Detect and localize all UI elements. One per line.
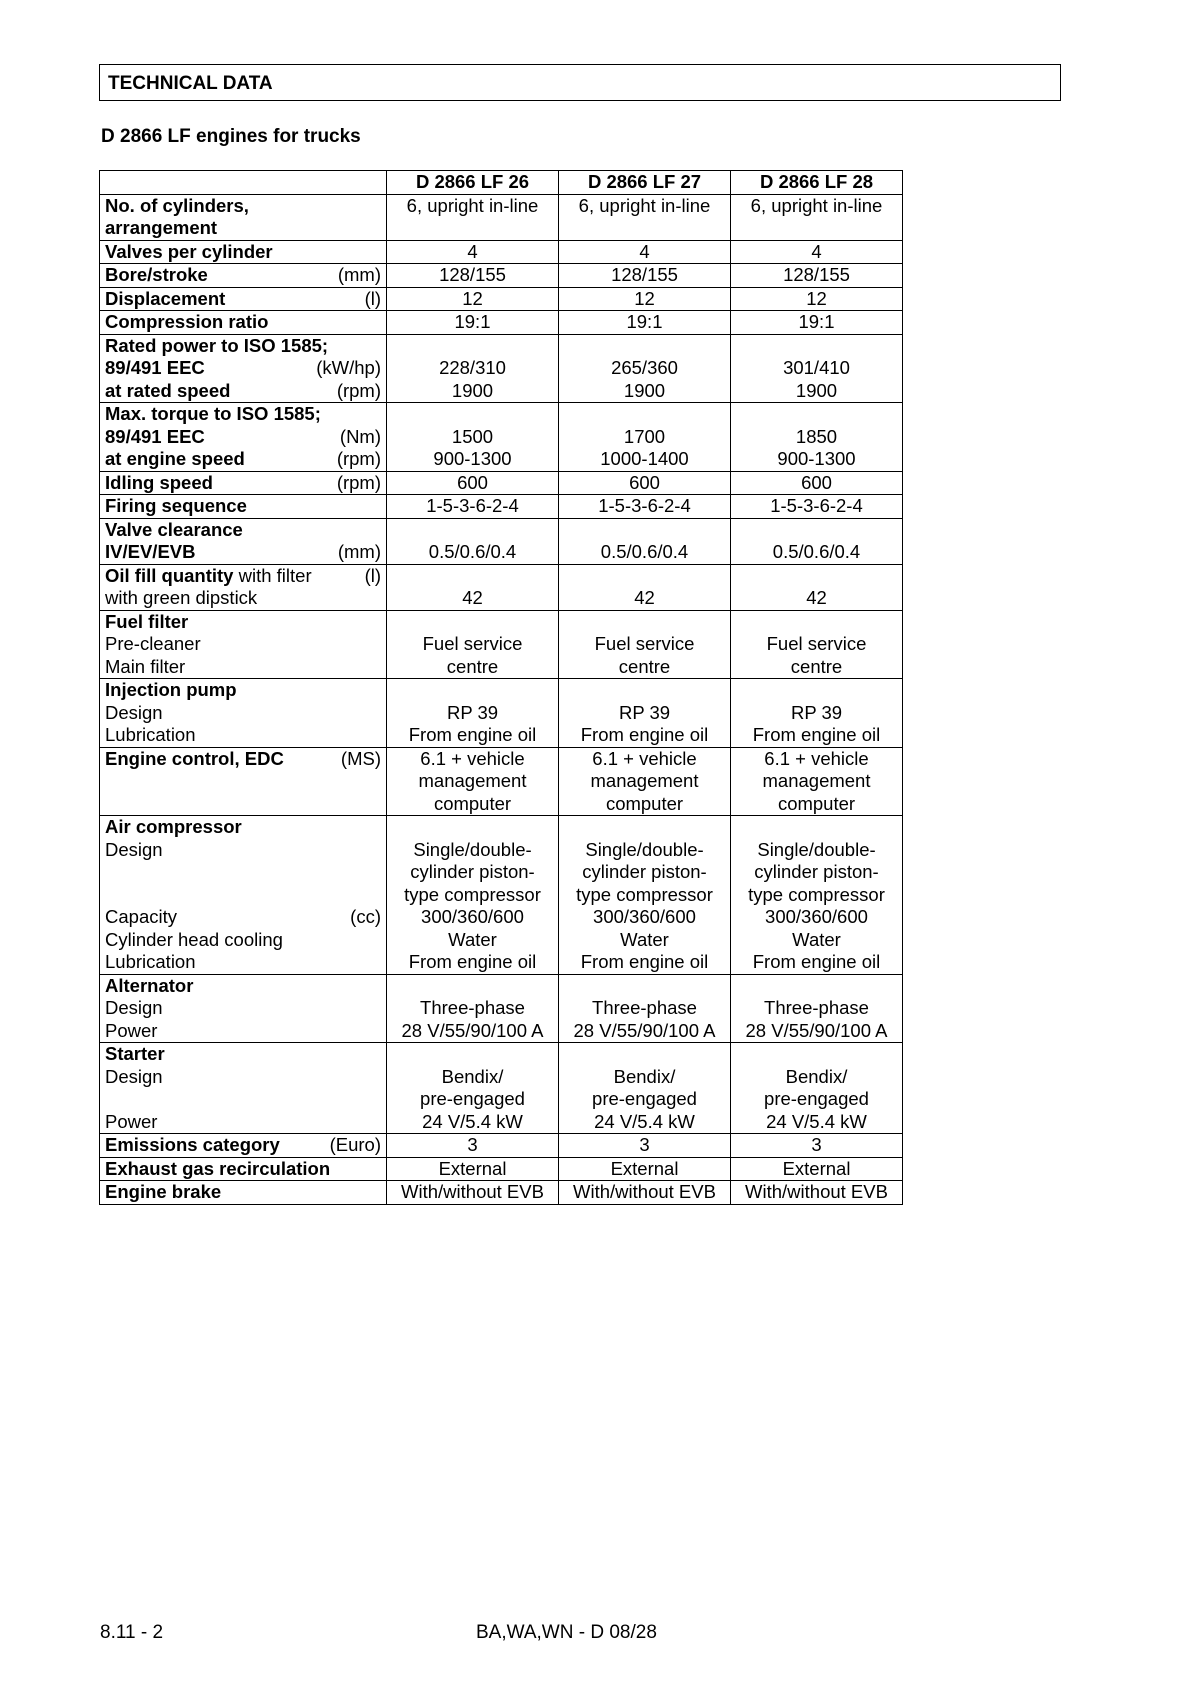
parameter-label: Displacement xyxy=(105,287,226,309)
value-line: computer xyxy=(777,792,856,814)
unit-label: (Nm) xyxy=(339,425,381,447)
value-line: centre xyxy=(446,655,499,677)
value-line xyxy=(389,519,556,542)
value-line: 600 xyxy=(457,471,488,493)
value-line xyxy=(733,1043,900,1066)
value-line xyxy=(389,975,556,998)
value-line xyxy=(561,816,728,839)
value-line: From engine oil xyxy=(752,724,881,745)
parameter-sublabel: Power xyxy=(105,1019,158,1041)
value-cell xyxy=(731,679,903,748)
parameter-label: Exhaust gas recirculation xyxy=(105,1157,331,1179)
value-line: 6, upright in-line xyxy=(578,194,711,216)
parameter-cell xyxy=(100,1181,387,1205)
value-cell xyxy=(731,471,903,495)
table-row xyxy=(100,816,903,975)
table-row xyxy=(100,1134,903,1158)
parameter-label: Valve clearance xyxy=(105,518,243,540)
value-cell xyxy=(731,287,903,311)
value-cell xyxy=(731,1043,903,1134)
table-row xyxy=(100,1043,903,1134)
table-row xyxy=(100,264,903,288)
parameter-label: No. of cylinders, xyxy=(105,194,249,216)
value-line: 900-1300 xyxy=(777,448,856,469)
value-cell xyxy=(731,495,903,519)
value-cell xyxy=(559,816,731,975)
value-line: 1900 xyxy=(795,379,838,401)
parameter-label: Valves per cylinder xyxy=(105,240,273,262)
parameter-label: Rated power to ISO 1585; xyxy=(105,334,329,356)
parameter-cell xyxy=(100,1134,387,1158)
value-line: Bendix/ xyxy=(785,1065,848,1087)
value-line: 6, upright in-line xyxy=(406,194,539,216)
value-line xyxy=(733,975,900,998)
value-line: Single/double- xyxy=(757,838,876,860)
value-cell xyxy=(387,816,559,975)
parameter-cell xyxy=(100,1157,387,1181)
value-line: 24 V/5.4 kW xyxy=(594,1110,695,1132)
table-row xyxy=(100,311,903,335)
value-line: From engine oil xyxy=(580,951,709,972)
value-line: 3 xyxy=(639,1134,650,1155)
value-line: With/without EVB xyxy=(745,1181,888,1202)
value-cell xyxy=(387,1181,559,1205)
parameter-cell xyxy=(100,816,387,975)
technical-data-table xyxy=(99,170,903,1205)
value-line: 0.5/0.6/0.4 xyxy=(600,541,689,562)
value-cell xyxy=(731,194,903,240)
value-line xyxy=(561,403,728,426)
value-line xyxy=(733,217,900,240)
value-line: From engine oil xyxy=(580,724,709,745)
value-cell xyxy=(387,194,559,240)
unit-label: (rpm) xyxy=(336,471,381,493)
value-line: Three-phase xyxy=(764,997,869,1018)
value-line: Three-phase xyxy=(420,997,525,1018)
value-cell xyxy=(387,264,559,288)
value-line: 28 V/55/90/100 A xyxy=(573,1019,716,1041)
value-cell xyxy=(731,240,903,264)
unit-label: (rpm) xyxy=(336,379,381,401)
value-cell xyxy=(559,518,731,564)
value-line: 0.5/0.6/0.4 xyxy=(428,541,517,562)
value-line xyxy=(733,335,900,358)
value-line: 19:1 xyxy=(626,311,663,332)
column-header: D 2866 LF 26 xyxy=(387,171,559,195)
value-line: centre xyxy=(618,655,671,677)
value-cell xyxy=(731,747,903,816)
parameter-cell xyxy=(100,240,387,264)
table-row xyxy=(100,495,903,519)
value-line: computer xyxy=(433,792,512,814)
value-line: pre-engaged xyxy=(764,1088,869,1109)
unit-label: (cc) xyxy=(350,906,381,927)
header-empty-cell xyxy=(100,171,387,195)
value-cell xyxy=(559,610,731,679)
parameter-sublabel: with filter xyxy=(233,564,312,586)
parameter-cell xyxy=(100,311,387,335)
value-line: 300/360/600 xyxy=(421,906,524,927)
value-line: 1500 xyxy=(451,425,494,447)
parameter-cell xyxy=(100,679,387,748)
value-line: 28 V/55/90/100 A xyxy=(401,1019,544,1041)
parameter-label: at engine speed xyxy=(105,448,245,469)
value-line: RP 39 xyxy=(790,701,843,723)
table-row xyxy=(100,518,903,564)
value-line xyxy=(733,816,900,839)
value-line xyxy=(561,217,728,240)
value-line: 19:1 xyxy=(454,311,491,332)
value-cell xyxy=(559,334,731,403)
parameter-label: Alternator xyxy=(105,974,194,996)
value-cell xyxy=(387,974,559,1043)
value-cell xyxy=(731,564,903,610)
table-row xyxy=(100,1157,903,1181)
value-cell xyxy=(731,1181,903,1205)
unit-label: (Euro) xyxy=(329,1134,381,1155)
parameter-sublabel: Design xyxy=(105,997,163,1018)
value-line: RP 39 xyxy=(618,701,671,723)
value-line xyxy=(389,335,556,358)
value-cell xyxy=(559,1181,731,1205)
value-line xyxy=(389,217,556,240)
unit-label: (mm) xyxy=(337,264,381,285)
value-line: 1700 xyxy=(623,425,666,447)
parameter-label: Bore/stroke xyxy=(105,264,208,285)
parameter-label: Engine control, EDC xyxy=(105,747,284,769)
parameter-label: Oil fill quantity xyxy=(105,564,234,586)
table-row xyxy=(100,194,903,240)
value-line: type compressor xyxy=(748,883,885,905)
parameter-label: Starter xyxy=(105,1043,165,1064)
value-line: 1-5-3-6-2-4 xyxy=(426,495,519,516)
value-line: Bendix/ xyxy=(613,1065,676,1087)
value-cell xyxy=(387,564,559,610)
value-line: Single/double- xyxy=(585,838,704,860)
value-cell xyxy=(731,974,903,1043)
value-cell xyxy=(731,264,903,288)
value-line: computer xyxy=(605,792,684,814)
value-line: 24 V/5.4 kW xyxy=(422,1110,523,1132)
value-line: 6, upright in-line xyxy=(750,194,883,216)
value-cell xyxy=(559,1043,731,1134)
value-line: 228/310 xyxy=(439,357,506,378)
value-cell xyxy=(387,1157,559,1181)
value-line xyxy=(733,403,900,426)
parameter-sublabel: Lubrication xyxy=(105,724,196,745)
parameter-sublabel: Capacity xyxy=(105,906,177,927)
value-cell xyxy=(559,471,731,495)
parameter-label: Emissions category xyxy=(105,1134,280,1155)
value-line: 3 xyxy=(467,1134,478,1155)
value-line xyxy=(561,975,728,998)
value-line: cylinder piston- xyxy=(582,861,707,882)
value-line: 1-5-3-6-2-4 xyxy=(770,495,863,516)
value-cell xyxy=(559,264,731,288)
value-line: pre-engaged xyxy=(420,1088,525,1109)
value-cell xyxy=(731,816,903,975)
parameter-cell xyxy=(100,471,387,495)
value-line: Water xyxy=(792,928,841,950)
parameter-label: 89/491 EEC xyxy=(105,357,205,378)
table-row xyxy=(100,403,903,472)
value-line xyxy=(561,679,728,702)
parameter-label: Max. torque to ISO 1585; xyxy=(105,403,321,424)
parameter-sublabel: Design xyxy=(105,701,163,723)
value-line: External xyxy=(438,1157,507,1179)
value-cell xyxy=(559,311,731,335)
parameter-sublabel: Design xyxy=(105,1065,163,1087)
value-line: 19:1 xyxy=(798,311,835,332)
value-line: 300/360/600 xyxy=(593,906,696,927)
value-cell xyxy=(387,240,559,264)
value-cell xyxy=(559,1134,731,1158)
value-cell xyxy=(387,1134,559,1158)
parameter-sublabel: Main filter xyxy=(105,655,186,677)
value-line: 6.1 + vehicle xyxy=(764,747,869,769)
value-cell xyxy=(731,311,903,335)
value-cell xyxy=(559,747,731,816)
value-line: 600 xyxy=(629,471,660,493)
value-line: External xyxy=(782,1157,851,1179)
value-line: 900-1300 xyxy=(433,448,512,469)
value-line xyxy=(389,403,556,426)
value-line: 1000-1400 xyxy=(600,448,689,469)
value-line: 0.5/0.6/0.4 xyxy=(772,541,861,562)
unit-label: (MS) xyxy=(340,747,381,769)
parameter-cell xyxy=(100,334,387,403)
page-number: 8.11 - 2 xyxy=(100,1622,164,1643)
value-line: 4 xyxy=(467,240,478,262)
value-line: 42 xyxy=(806,587,827,608)
unit-label: (rpm) xyxy=(336,448,381,469)
parameter-label: Engine brake xyxy=(105,1181,222,1202)
parameter-cell xyxy=(100,564,387,610)
value-line: From engine oil xyxy=(408,724,537,745)
parameter-label: Fuel filter xyxy=(105,610,189,632)
value-line xyxy=(389,565,556,588)
value-cell xyxy=(559,495,731,519)
value-cell xyxy=(559,403,731,472)
value-line: Fuel service xyxy=(766,633,867,654)
parameter-cell xyxy=(100,403,387,472)
value-line xyxy=(561,1043,728,1066)
parameter-cell xyxy=(100,747,387,816)
table-row xyxy=(100,610,903,679)
value-line: Three-phase xyxy=(592,997,697,1018)
value-cell xyxy=(387,334,559,403)
table-row xyxy=(100,974,903,1043)
column-header: D 2866 LF 27 xyxy=(559,171,731,195)
value-line: cylinder piston- xyxy=(754,861,879,882)
value-line xyxy=(733,611,900,634)
table-row xyxy=(100,1181,903,1205)
table-row xyxy=(100,287,903,311)
parameter-cell xyxy=(100,287,387,311)
value-line: RP 39 xyxy=(446,701,499,723)
value-line: 12 xyxy=(634,287,655,309)
parameter-sublabel: with green dipstick xyxy=(105,587,258,608)
value-line: management xyxy=(418,770,527,791)
value-line: 6.1 + vehicle xyxy=(420,747,525,769)
parameter-label: Firing sequence xyxy=(105,495,247,516)
value-line xyxy=(561,611,728,634)
parameter-sublabel: Design xyxy=(105,838,163,860)
value-cell xyxy=(731,610,903,679)
value-line: 24 V/5.4 kW xyxy=(766,1110,867,1132)
parameter-sublabel: Cylinder head cooling xyxy=(105,928,283,950)
value-cell xyxy=(559,974,731,1043)
value-line: 6.1 + vehicle xyxy=(592,747,697,769)
table-row xyxy=(100,679,903,748)
table-header-row xyxy=(100,171,903,195)
table-row xyxy=(100,564,903,610)
value-line: 1900 xyxy=(623,379,666,401)
value-line: 300/360/600 xyxy=(765,906,868,927)
value-line: Water xyxy=(448,928,497,950)
value-cell xyxy=(387,311,559,335)
parameter-sublabel: Pre-cleaner xyxy=(105,633,201,654)
parameter-cell xyxy=(100,1043,387,1134)
value-line: 42 xyxy=(462,587,483,608)
value-cell xyxy=(387,610,559,679)
value-cell xyxy=(387,679,559,748)
value-cell xyxy=(559,240,731,264)
value-line: Fuel service xyxy=(422,633,523,654)
value-cell xyxy=(387,403,559,472)
value-cell xyxy=(387,518,559,564)
value-line: 4 xyxy=(639,240,650,262)
value-cell xyxy=(387,287,559,311)
parameter-label: Compression ratio xyxy=(105,311,269,332)
parameter-label: Air compressor xyxy=(105,816,242,837)
value-line: 3 xyxy=(811,1134,822,1155)
value-line: From engine oil xyxy=(408,951,537,972)
value-line: type compressor xyxy=(404,883,541,905)
value-line: management xyxy=(762,770,871,791)
value-line: 301/410 xyxy=(783,357,850,378)
unit-label: (l) xyxy=(364,287,381,309)
value-line: Fuel service xyxy=(594,633,695,654)
value-cell xyxy=(731,518,903,564)
value-cell xyxy=(559,194,731,240)
value-line xyxy=(561,519,728,542)
value-cell xyxy=(559,564,731,610)
parameter-sublabel: Power xyxy=(105,1110,158,1132)
document-id: BA,WA,WN - D 08/28 xyxy=(476,1622,657,1643)
value-line xyxy=(733,679,900,702)
page-subtitle: D 2866 LF engines for trucks xyxy=(101,126,361,147)
value-line xyxy=(389,816,556,839)
parameter-cell xyxy=(100,194,387,240)
section-title: TECHNICAL DATA xyxy=(99,64,1061,101)
value-line: 600 xyxy=(801,471,832,493)
parameter-cell xyxy=(100,610,387,679)
value-line: 128/155 xyxy=(783,264,850,285)
parameter-label: arrangement xyxy=(105,217,218,238)
table-row xyxy=(100,471,903,495)
parameter-label: IV/EV/EVB xyxy=(105,541,196,562)
value-line: management xyxy=(590,770,699,791)
unit-label: (kW/hp) xyxy=(316,357,381,378)
parameter-label: Injection pump xyxy=(105,679,237,700)
value-line: centre xyxy=(790,655,843,677)
value-line: With/without EVB xyxy=(573,1181,716,1202)
value-line xyxy=(733,565,900,588)
value-line: 1-5-3-6-2-4 xyxy=(598,495,691,516)
value-cell xyxy=(559,1157,731,1181)
value-line xyxy=(389,611,556,634)
value-line xyxy=(561,335,728,358)
value-line xyxy=(389,679,556,702)
parameter-sublabel: Lubrication xyxy=(105,951,196,972)
value-line: Water xyxy=(620,928,669,950)
value-cell xyxy=(731,1134,903,1158)
parameter-cell xyxy=(100,974,387,1043)
parameter-label: 89/491 EEC xyxy=(105,425,205,447)
value-cell xyxy=(387,471,559,495)
value-line xyxy=(389,1043,556,1066)
value-line: 12 xyxy=(806,287,827,309)
value-line: 42 xyxy=(634,587,655,608)
value-line: type compressor xyxy=(576,883,713,905)
value-line: 128/155 xyxy=(439,264,506,285)
value-line xyxy=(733,519,900,542)
value-cell xyxy=(731,334,903,403)
value-line: 128/155 xyxy=(611,264,678,285)
parameter-label: at rated speed xyxy=(105,379,231,401)
value-cell xyxy=(387,747,559,816)
value-cell xyxy=(387,1043,559,1134)
value-cell xyxy=(559,287,731,311)
column-header: D 2866 LF 28 xyxy=(731,171,903,195)
parameter-cell xyxy=(100,518,387,564)
value-line: Single/double- xyxy=(413,838,532,860)
value-line: From engine oil xyxy=(752,951,881,972)
table-row xyxy=(100,334,903,403)
value-line: 28 V/55/90/100 A xyxy=(745,1019,888,1041)
value-line xyxy=(561,565,728,588)
value-line: Bendix/ xyxy=(441,1065,504,1087)
unit-label: (l) xyxy=(364,564,381,586)
value-cell xyxy=(559,679,731,748)
value-cell xyxy=(387,495,559,519)
value-line: cylinder piston- xyxy=(410,861,535,882)
parameter-cell xyxy=(100,264,387,288)
unit-label: (mm) xyxy=(337,541,381,562)
value-line: 1850 xyxy=(795,425,838,447)
table-row xyxy=(100,240,903,264)
value-line: 1900 xyxy=(451,379,494,401)
value-line: With/without EVB xyxy=(401,1181,544,1202)
parameter-cell xyxy=(100,495,387,519)
value-cell xyxy=(731,403,903,472)
table-row xyxy=(100,747,903,816)
value-line: 4 xyxy=(811,240,822,262)
value-cell xyxy=(731,1157,903,1181)
value-line: External xyxy=(610,1157,679,1179)
value-line: 265/360 xyxy=(611,357,678,378)
parameter-label: Idling speed xyxy=(105,471,213,493)
value-line: 12 xyxy=(462,287,483,309)
value-line: pre-engaged xyxy=(592,1088,697,1109)
